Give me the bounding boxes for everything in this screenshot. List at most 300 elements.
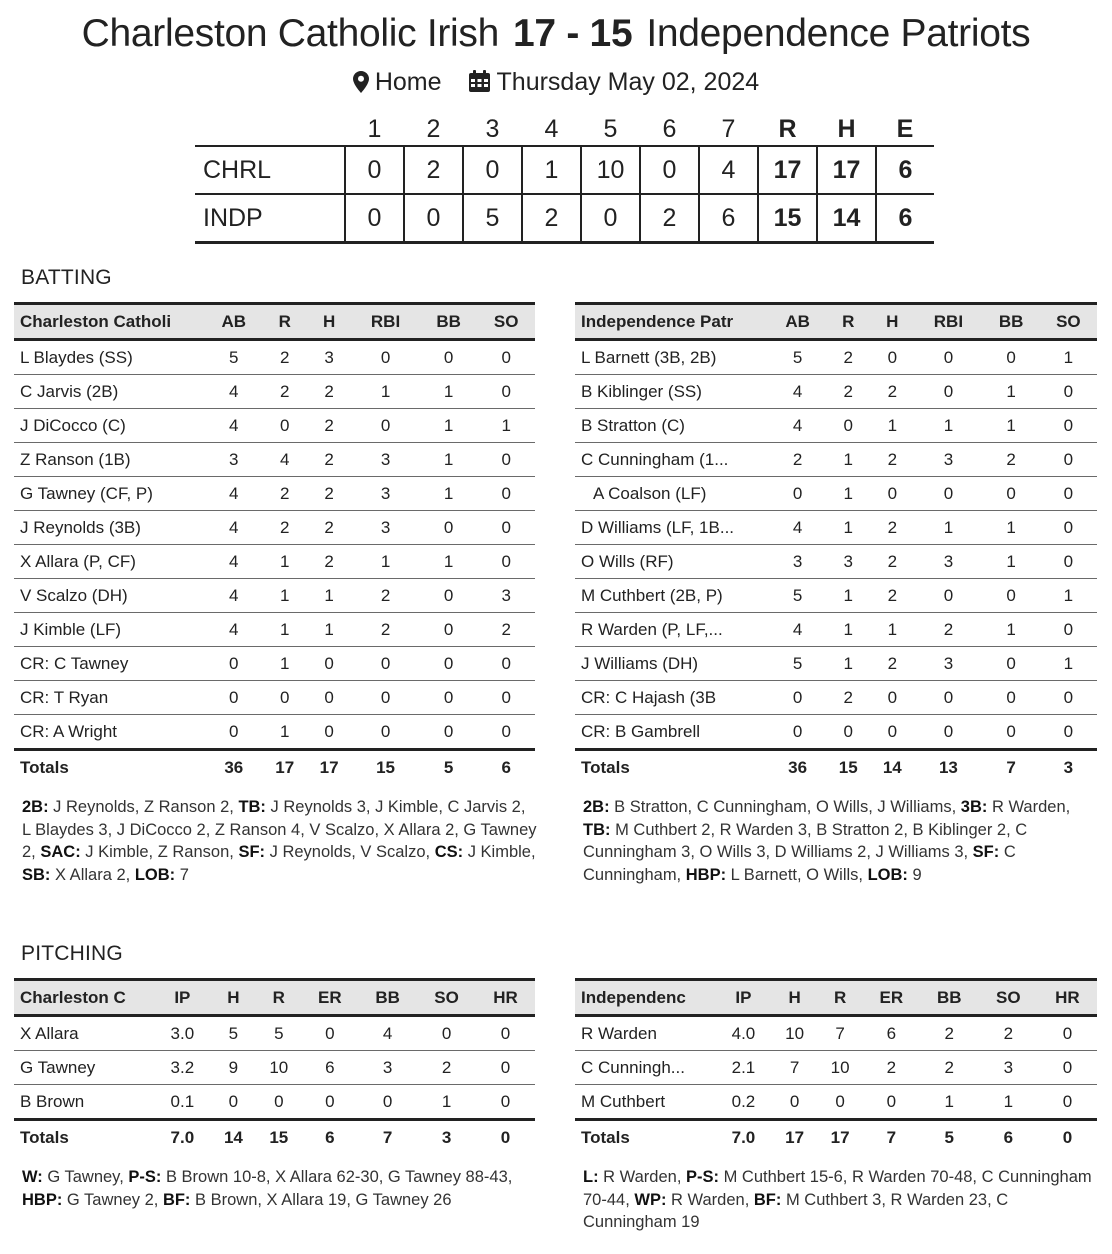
player-row (14, 375, 535, 409)
stat-cell: 0 (307, 681, 351, 715)
stat-column-header: IP (154, 980, 211, 1016)
stat-cell: 0 (870, 681, 914, 715)
stat-column-header: R (817, 980, 863, 1016)
note-label: BF: (753, 1190, 782, 1209)
stat-cell: 2 (769, 443, 826, 477)
stat-cell: 1 (870, 409, 914, 443)
stat-cell: 1 (983, 511, 1040, 545)
stat-cell: 2 (870, 647, 914, 681)
stat-cell: 0 (420, 613, 478, 647)
totals-label: Totals (20, 758, 69, 777)
stat-cell: 3 (914, 545, 982, 579)
stat-cell: 2 (870, 579, 914, 613)
player-name: C Cunningham (1... (575, 443, 769, 477)
note-label: TB: (583, 820, 611, 839)
stat-cell: 3 (351, 511, 420, 545)
stat-column-header: RBI (914, 304, 982, 340)
linescore-total-e: 6 (876, 146, 934, 194)
stat-column-header: R (263, 304, 307, 340)
stat-cell: 0 (983, 477, 1040, 511)
game-date: Thursday May 02, 2024 (496, 68, 760, 96)
stat-cell: 1 (420, 443, 478, 477)
stat-cell: 2 (983, 443, 1040, 477)
note-label: L: (583, 1168, 599, 1186)
note-label: WP: (634, 1190, 667, 1209)
linescore-col-header: 7 (721, 114, 736, 143)
player-name: X Allara (14, 1016, 154, 1051)
stat-cell: 1 (826, 477, 870, 511)
stat-cell: 0 (1040, 409, 1097, 443)
player-row (14, 613, 535, 647)
stat-cell: 4.0 (715, 1016, 772, 1051)
stat-cell: 5 (205, 340, 263, 375)
stat-cell: 5 (769, 340, 826, 375)
stat-column-header: SO (979, 980, 1038, 1016)
stat-cell: 0 (351, 647, 420, 681)
stat-cell: 1 (920, 1085, 979, 1120)
linescore-col-header: 2 (426, 114, 441, 143)
stat-cell: 2 (307, 545, 351, 579)
stat-cell: 0 (914, 375, 982, 409)
stat-cell: 0.1 (154, 1085, 211, 1120)
player-name: X Allara (P, CF) (14, 545, 205, 579)
stat-column-header: H (772, 980, 818, 1016)
stat-cell: 0 (983, 715, 1040, 750)
stat-column-header: BB (358, 980, 417, 1016)
stat-cell: 0 (476, 1051, 535, 1085)
stat-cell: 0 (983, 579, 1040, 613)
stat-cell: 0 (1040, 375, 1097, 409)
note-text: G Tawney 2, (62, 1190, 163, 1209)
stat-cell: 1 (914, 511, 982, 545)
linescore-col-header: 4 (544, 114, 559, 143)
player-row (575, 443, 1097, 477)
pitching-table-away (575, 978, 1097, 1155)
pitching-heading: PITCHING (21, 942, 123, 965)
stat-cell: 0 (263, 681, 307, 715)
note-label: LOB: (867, 865, 908, 884)
stat-cell: 0 (302, 1016, 359, 1051)
stat-cell: 3 (826, 545, 870, 579)
total-cell: 15 (376, 758, 396, 777)
stat-cell: 3 (205, 443, 263, 477)
calendar-icon (468, 70, 491, 93)
stat-cell: 0 (477, 511, 535, 545)
note-text: B Brown, X Allara 19, G Tawney 26 (190, 1190, 452, 1209)
stat-cell: 2 (263, 477, 307, 511)
player-name: C Cunningh... (575, 1051, 715, 1085)
stat-column-header: AB (205, 304, 263, 340)
linescore-row (195, 194, 934, 243)
linescore-col-header: 6 (662, 114, 677, 143)
stat-cell: 0 (870, 715, 914, 750)
pitching-notes-home (22, 1166, 537, 1211)
stat-cell: 0 (1040, 681, 1097, 715)
player-name: J Reynolds (3B) (14, 511, 205, 545)
total-cell: 7 (382, 1128, 393, 1147)
stat-cell: 0 (211, 1085, 256, 1120)
player-name: D Williams (LF, 1B... (575, 511, 769, 545)
player-row (14, 1016, 535, 1051)
stat-cell: 0 (417, 1016, 476, 1051)
player-row (575, 375, 1097, 409)
stat-cell: 1 (420, 545, 478, 579)
stat-cell: 0 (817, 1085, 863, 1120)
stat-cell: 2 (870, 443, 914, 477)
stat-cell: 0 (1040, 443, 1097, 477)
player-name: G Tawney (CF, P) (14, 477, 205, 511)
linescore-col-header: 3 (485, 114, 500, 143)
stat-column-header: AB (769, 304, 826, 340)
stat-column-header: SO (477, 304, 535, 340)
stat-cell: 0 (351, 340, 420, 375)
stat-column-header: IP (715, 980, 772, 1016)
player-name: CR: T Ryan (14, 681, 205, 715)
stat-cell: 0 (307, 715, 351, 750)
player-name: A Coalson (LF) (575, 477, 769, 511)
player-name: B Brown (14, 1085, 154, 1120)
stat-cell: 1 (263, 647, 307, 681)
note-text: R Warden, (666, 1190, 754, 1209)
stat-cell: 1 (263, 579, 307, 613)
stat-cell: 0 (477, 681, 535, 715)
note-label: BF: (162, 1190, 191, 1209)
stat-cell: 0 (477, 477, 535, 511)
location-text: Home (374, 68, 442, 96)
final-score: 17 - 15 (513, 12, 633, 55)
stat-cell: 0 (205, 715, 263, 750)
linescore-inning-cell: 0 (581, 194, 640, 243)
total-cell: 15 (269, 1128, 289, 1147)
player-name: M Cuthbert (2B, P) (575, 579, 769, 613)
total-cell: 3 (1063, 758, 1074, 777)
note-text: R Warden, (987, 798, 1071, 816)
player-name: L Blaydes (SS) (14, 340, 205, 375)
stat-cell: 0 (914, 681, 982, 715)
stat-cell: 4 (205, 511, 263, 545)
linescore-inning-cell: 1 (522, 146, 581, 194)
total-cell: 3 (441, 1128, 452, 1147)
stat-cell: 0 (983, 681, 1040, 715)
stat-cell: 1 (1040, 647, 1097, 681)
player-row (575, 613, 1097, 647)
linescore-inning-cell: 6 (699, 194, 758, 243)
stat-cell: 0 (358, 1085, 417, 1120)
player-row (14, 340, 535, 375)
stat-cell: 0 (1040, 613, 1097, 647)
player-row (14, 443, 535, 477)
linescore-row (195, 146, 934, 194)
stat-column-header: HR (476, 980, 535, 1016)
player-row (14, 579, 535, 613)
note-text: G Tawney, (42, 1168, 129, 1186)
total-cell: 7 (886, 1128, 897, 1147)
stat-cell: 0 (870, 340, 914, 375)
note-text: 7 (175, 865, 189, 884)
stat-cell: 4 (205, 375, 263, 409)
linescore-corner (195, 113, 345, 146)
player-name: C Jarvis (2B) (14, 375, 205, 409)
player-name: R Warden (P, LF,... (575, 613, 769, 647)
stat-cell: 10 (772, 1016, 818, 1051)
stat-cell: 0 (307, 647, 351, 681)
stat-cell: 0 (772, 1085, 818, 1120)
stat-cell: 0 (1040, 511, 1097, 545)
batting-heading: BATTING (21, 266, 112, 289)
linescore-total-h: 14 (817, 194, 876, 243)
note-label: 2B: (22, 798, 49, 816)
stat-cell: 0 (914, 340, 982, 375)
stat-column-header: BB (983, 304, 1040, 340)
player-row (575, 477, 1097, 511)
player-name: Z Ranson (1B) (14, 443, 205, 477)
stat-cell: 2 (920, 1016, 979, 1051)
stat-cell: 0 (476, 1016, 535, 1051)
stat-column-header: RBI (351, 304, 420, 340)
stat-cell: 0 (983, 647, 1040, 681)
player-row (575, 409, 1097, 443)
stat-column-header: HR (1038, 980, 1097, 1016)
stat-cell: 0 (205, 647, 263, 681)
linescore-total-h: 17 (817, 146, 876, 194)
stat-cell: 0 (1038, 1085, 1097, 1120)
linescore-header-row (195, 113, 934, 146)
player-name: B Stratton (C) (575, 409, 769, 443)
stat-cell: 1 (417, 1085, 476, 1120)
linescore-col-header: R (778, 114, 797, 143)
stat-cell: 2 (263, 511, 307, 545)
linescore-total-r: 17 (758, 146, 817, 194)
game-title (0, 12, 1112, 56)
stat-cell: 0 (256, 1085, 301, 1120)
note-label: SF: (238, 843, 266, 861)
player-name: J Williams (DH) (575, 647, 769, 681)
linescore-inning-cell: 4 (699, 146, 758, 194)
note-label: HBP: (685, 865, 727, 884)
stat-cell: 2 (826, 340, 870, 375)
linescore-inning-cell: 0 (345, 194, 404, 243)
stat-cell: 6 (302, 1051, 359, 1085)
stat-cell: 2 (870, 545, 914, 579)
stat-cell: 0 (420, 681, 478, 715)
totals-row (575, 1120, 1097, 1156)
player-name: J Kimble (LF) (14, 613, 205, 647)
player-row (575, 1016, 1097, 1051)
stat-cell: 0 (420, 579, 478, 613)
stat-cell: 0 (1038, 1051, 1097, 1085)
stat-cell: 1 (1040, 340, 1097, 375)
stat-column-header: BB (420, 304, 478, 340)
totals-row (14, 750, 535, 786)
note-text: M Cuthbert 3, R Warden 23, C Cunningham 19 (583, 1190, 1009, 1231)
stat-cell: 2 (307, 375, 351, 409)
player-name: L Barnett (3B, 2B) (575, 340, 769, 375)
stat-cell: 0 (983, 340, 1040, 375)
stat-cell: 0 (477, 647, 535, 681)
note-text: J Reynolds, Z Ranson 2, (48, 798, 239, 816)
stat-cell: 0 (302, 1085, 359, 1120)
total-cell: 7 (1006, 758, 1016, 777)
stat-cell: 0 (476, 1085, 535, 1120)
stat-cell: 2 (826, 681, 870, 715)
stat-cell: 0 (914, 477, 982, 511)
total-cell: 0 (1062, 1128, 1073, 1147)
stat-cell: 1 (826, 647, 870, 681)
team-column-header: Charleston C (14, 980, 154, 1016)
stat-cell: 4 (263, 443, 307, 477)
stat-cell: 2 (863, 1051, 920, 1085)
totals-label: Totals (20, 1128, 69, 1147)
home-team-name: Charleston Catholic Irish (81, 12, 500, 55)
player-name: M Cuthbert (575, 1085, 715, 1120)
totals-row (14, 1120, 535, 1156)
linescore-total-r: 15 (758, 194, 817, 243)
stat-cell: 1 (307, 579, 351, 613)
linescore-inning-cell: 2 (640, 194, 699, 243)
stat-cell: 2 (263, 340, 307, 375)
stat-cell: 1 (263, 545, 307, 579)
stat-cell: 4 (769, 511, 826, 545)
linescore-team: CHRL (195, 146, 345, 194)
stat-cell: 0.2 (715, 1085, 772, 1120)
stat-cell: 3 (769, 545, 826, 579)
stat-cell: 4 (205, 579, 263, 613)
pitching-table-home (14, 978, 535, 1155)
stat-cell: 2 (870, 511, 914, 545)
stat-cell: 1 (477, 409, 535, 443)
player-row (14, 511, 535, 545)
stat-cell: 1 (351, 375, 420, 409)
stat-cell: 9 (211, 1051, 256, 1085)
stat-cell: 0 (914, 579, 982, 613)
player-row (575, 340, 1097, 375)
linescore-total-e: 6 (876, 194, 934, 243)
stat-cell: 2 (351, 613, 420, 647)
stat-cell: 1 (826, 613, 870, 647)
stat-cell: 4 (205, 545, 263, 579)
stat-column-header: ER (302, 980, 359, 1016)
stat-cell: 0 (826, 715, 870, 750)
stat-cell: 0 (420, 715, 478, 750)
stat-cell: 1 (307, 613, 351, 647)
note-label: 2B: (583, 798, 610, 816)
player-row (575, 545, 1097, 579)
stat-cell: 0 (205, 681, 263, 715)
player-name: V Scalzo (DH) (14, 579, 205, 613)
stat-cell: 2 (307, 409, 351, 443)
total-cell: 15 (838, 758, 858, 777)
player-row (14, 715, 535, 750)
linescore-col-header: 5 (603, 114, 618, 143)
player-row (575, 681, 1097, 715)
note-text: M Cuthbert 2, R Warden 3, B Stratton 2, B Kiblinger 2, C Cunningham 3, O Wills 3, D Williams 2, J Williams 3, (583, 820, 1028, 861)
stat-cell: 2.1 (715, 1051, 772, 1085)
stat-cell: 3 (351, 477, 420, 511)
stat-cell: 1 (420, 477, 478, 511)
note-label: CS: (434, 843, 464, 861)
stat-cell: 3 (914, 443, 982, 477)
linescore-team: INDP (195, 194, 345, 243)
stat-column-header: SO (417, 980, 476, 1016)
total-cell: 5 (944, 1128, 954, 1147)
stat-cell: 2 (307, 443, 351, 477)
note-text: J Reynolds 3, J Kimble, C Jarvis 2, L Blaydes 3, J DiCocco 2, Z Ranson 4, V Scalzo, X Allara 2, G Tawney 2, (22, 798, 537, 861)
total-cell: 5 (443, 758, 454, 777)
stat-cell: 2 (477, 613, 535, 647)
stat-column-header: R (256, 980, 301, 1016)
player-row (575, 1051, 1097, 1085)
player-row (14, 647, 535, 681)
stat-cell: 2 (351, 579, 420, 613)
total-cell: 14 (882, 758, 902, 777)
player-name: J DiCocco (C) (14, 409, 205, 443)
player-row (575, 511, 1097, 545)
stat-column-header: BB (920, 980, 979, 1016)
stat-cell: 0 (1040, 545, 1097, 579)
stat-cell: 5 (256, 1016, 301, 1051)
stat-cell: 2 (263, 375, 307, 409)
total-cell: 6 (1003, 1128, 1014, 1147)
stats-header-row (575, 980, 1097, 1016)
stat-cell: 4 (769, 375, 826, 409)
player-row (14, 409, 535, 443)
stat-cell: 2 (307, 511, 351, 545)
stat-cell: 2 (979, 1016, 1038, 1051)
player-name: O Wills (RF) (575, 545, 769, 579)
stat-column-header: H (307, 304, 351, 340)
stat-cell: 3.2 (154, 1051, 211, 1085)
stat-cell: 10 (817, 1051, 863, 1085)
note-text: J Kimble, (463, 843, 536, 861)
total-cell: 7.0 (731, 1128, 756, 1147)
stat-cell: 6 (863, 1016, 920, 1051)
stat-cell: 1 (826, 511, 870, 545)
map-pin-icon (353, 71, 369, 93)
stat-cell: 0 (769, 715, 826, 750)
player-row (14, 1051, 535, 1085)
team-column-header: Independenc (575, 980, 715, 1016)
total-cell: 7.0 (170, 1128, 195, 1147)
linescore-col-header: E (896, 114, 914, 143)
team-column-header: Independence Patr (575, 304, 769, 340)
note-text: X Allara 2, (50, 865, 135, 884)
player-name: R Warden (575, 1016, 715, 1051)
stat-cell: 0 (870, 477, 914, 511)
note-text: B Brown 10-8, X Allara 62-30, G Tawney 88-43, (161, 1168, 513, 1186)
linescore-table (195, 113, 934, 244)
note-label: W: (22, 1168, 43, 1186)
total-cell: 13 (938, 758, 958, 777)
pitching-notes-away (583, 1166, 1098, 1234)
total-cell: 0 (500, 1128, 511, 1147)
stat-cell: 0 (420, 340, 478, 375)
player-name: CR: B Gambrell (575, 715, 769, 750)
stat-column-header: R (826, 304, 870, 340)
stat-cell: 1 (351, 545, 420, 579)
stat-cell: 0 (1040, 715, 1097, 750)
player-name: B Kiblinger (SS) (575, 375, 769, 409)
linescore-inning-cell: 0 (345, 146, 404, 194)
stat-cell: 2 (307, 477, 351, 511)
stat-cell: 2 (914, 613, 982, 647)
total-cell: 17 (830, 1128, 850, 1147)
total-cell: 17 (275, 758, 295, 777)
totals-label: Totals (581, 758, 630, 777)
total-cell: 6 (501, 758, 511, 777)
stat-column-header: SO (1040, 304, 1097, 340)
linescore-inning-cell: 2 (522, 194, 581, 243)
stat-cell: 1 (826, 443, 870, 477)
